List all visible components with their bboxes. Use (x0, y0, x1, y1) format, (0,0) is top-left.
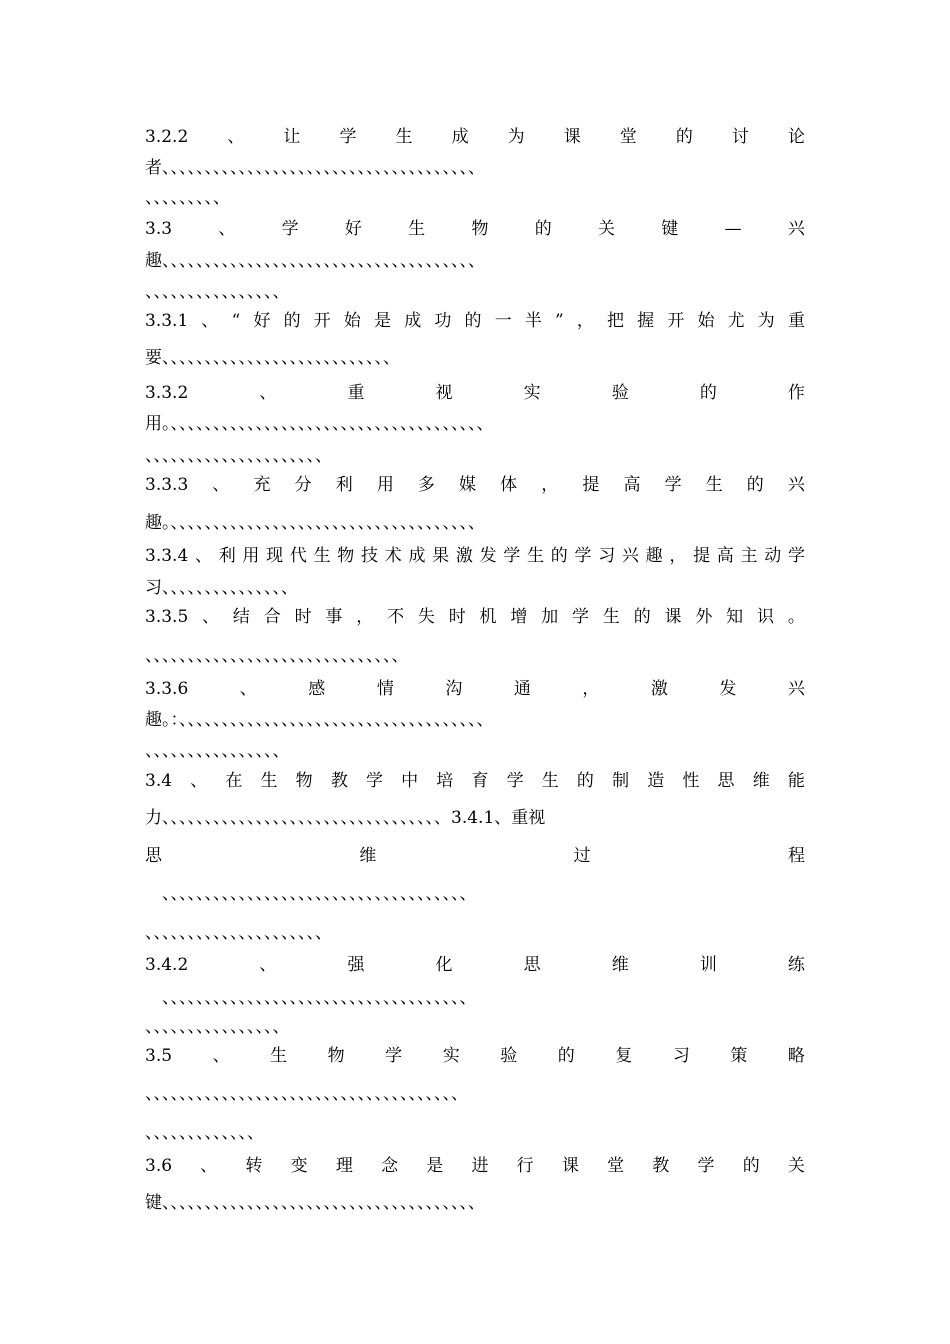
toc-heading-token: 术 (384, 546, 402, 566)
toc-leader-line: 键、、、、、、、、、、、、、、、、、、、、、、、、、、、、、、、、、、、、、 (145, 1193, 485, 1213)
toc-heading-token: 实 (442, 1046, 460, 1066)
toc-leader-line: 、、、、、、、、、、、、、、、、 (145, 282, 290, 302)
toc-heading-line (145, 844, 805, 868)
toc-heading-token: 略 (787, 1046, 805, 1066)
toc-heading-token: 习 (598, 546, 616, 566)
toc-heading-token: 3.3.2 (145, 383, 189, 403)
toc-heading-token: 3.3 (145, 219, 173, 239)
toc-heading-token: 在 (225, 771, 243, 791)
toc-leader-line: 、、、、、、、、、、、、、、、、、、、、、、、、、、、、、、 (145, 646, 409, 666)
toc-heading-token: 开 (667, 311, 685, 331)
toc-heading-token: 兴 (787, 219, 805, 239)
toc-heading-token: 一 (494, 311, 512, 331)
toc-heading-token: ， (576, 311, 594, 331)
toc-heading-token: 开 (313, 311, 331, 331)
toc-heading-token: 沟 (445, 679, 463, 699)
toc-heading-token: 高 (716, 546, 734, 566)
toc-leader-line: 用。、、、、、、、、、、、、、、、、、、、、、、、、、、、、、、、、、、、、、 (145, 414, 494, 434)
toc-heading-token: 维 (611, 955, 629, 975)
toc-heading-token: 兴 (621, 546, 639, 566)
toc-heading-token: 现 (266, 546, 284, 566)
toc-heading-token: 视 (435, 383, 453, 403)
toc-heading-line (145, 381, 805, 405)
toc-heading-token: 3.4.2 (145, 955, 189, 975)
toc-heading-token: 生 (408, 219, 426, 239)
toc-heading-token: ， (669, 546, 687, 566)
toc-heading-token: 键 (661, 219, 679, 239)
toc-heading-token: 、 (227, 127, 245, 147)
toc-heading-token: 3.3.1 (145, 311, 189, 331)
toc-heading-token: 、 (201, 311, 219, 331)
toc-heading-token: 学 (572, 607, 590, 627)
toc-heading-token: 果 (432, 546, 450, 566)
toc-heading-token: 提 (693, 546, 711, 566)
toc-heading-token: 好 (344, 219, 362, 239)
toc-heading-token: 生 (602, 607, 620, 627)
toc-heading-line (145, 125, 805, 149)
toc-heading-token: 学 (664, 475, 682, 495)
toc-heading-token: 生 (527, 546, 545, 566)
toc-leader-line: 、、、、、、、、、、、、、、、、、、、、、、、、、、、、、、、、、、、、 (145, 988, 477, 1008)
toc-heading-token: ， (541, 475, 559, 495)
toc-heading-token: 学 (339, 127, 357, 147)
toc-heading-token: 始 (697, 311, 715, 331)
toc-leader-line: 、、、、、、、、、 (145, 188, 230, 208)
toc-heading-token: 利 (218, 546, 236, 566)
toc-heading-token: “ (231, 311, 241, 331)
toc-heading-token: 性 (682, 771, 700, 791)
toc-heading-token: 分 (294, 475, 312, 495)
toc-heading-token: 学 (787, 546, 805, 566)
toc-heading-token: 发 (479, 546, 497, 566)
toc-heading-token: 念 (381, 1156, 399, 1176)
toc-heading-token: 生 (541, 771, 559, 791)
toc-heading-token: 、 (239, 679, 257, 699)
toc-heading-token: 是 (426, 1156, 444, 1176)
toc-heading-token: 3.5 (145, 1046, 173, 1066)
toc-heading-token: 讨 (731, 127, 749, 147)
toc-heading-token: 的 (699, 383, 717, 403)
toc-heading-line (145, 769, 805, 793)
toc-heading-token: 作 (787, 383, 805, 403)
toc-heading-token: 充 (253, 475, 271, 495)
toc-leader-line: 、、、、、、、、、、、、、、、、 (145, 741, 290, 761)
toc-leader-line: 、、、、、、、、、、、、、、、、、、、、、、、、、、、、、、、、、、、、、 (145, 1084, 468, 1104)
toc-heading-token: 是 (374, 311, 392, 331)
toc-leader-line: 、、、、、、、、、、、、、、、、、、、、、、、、、、、、、、、、、、、、 (145, 884, 477, 904)
toc-heading-token: 、 (259, 383, 277, 403)
toc-heading-token: 把 (607, 311, 625, 331)
toc-heading-token: 的 (464, 311, 482, 331)
toc-heading-token: 激 (650, 679, 668, 699)
toc-heading-token: 思 (523, 955, 541, 975)
toc-heading-token: 3.3.4 (145, 546, 189, 566)
toc-heading-token: 、 (212, 475, 230, 495)
toc-heading-token: 3.4 (145, 771, 173, 791)
toc-heading-token: 关 (598, 219, 616, 239)
toc-heading-token: 生 (270, 1046, 288, 1066)
toc-leader-line: 者、、、、、、、、、、、、、、、、、、、、、、、、、、、、、、、、、、、、、 (145, 158, 485, 178)
toc-heading-token: 体 (500, 475, 518, 495)
toc-heading-token: 外 (695, 607, 713, 627)
toc-heading-token: 通 (513, 679, 531, 699)
toc-heading-token: 趣 (645, 546, 663, 566)
toc-heading-token: 加 (541, 607, 559, 627)
toc-heading-line (145, 473, 805, 497)
toc-heading-token: 动 (764, 546, 782, 566)
toc-heading-token: 验 (500, 1046, 518, 1066)
toc-heading-token: 关 (787, 1156, 805, 1176)
toc-heading-token: 的 (633, 607, 651, 627)
toc-heading-token: 物 (295, 771, 313, 791)
toc-heading-token: 3.3.3 (145, 475, 189, 495)
toc-heading-token: 情 (376, 679, 394, 699)
toc-heading-token: 行 (516, 1156, 534, 1176)
toc-heading-token: 发 (719, 679, 737, 699)
toc-heading-token: 的 (746, 475, 764, 495)
toc-leader-line: 习、、、、、、、、、、、、、、、 (145, 578, 298, 598)
toc-heading-token: 成 (404, 311, 422, 331)
toc-heading-token: 造 (647, 771, 665, 791)
toc-heading-token: 的 (675, 127, 693, 147)
toc-heading-token: 课 (563, 127, 581, 147)
toc-heading-token: 生 (313, 546, 331, 566)
toc-heading-token: 、 (194, 546, 212, 566)
toc-heading-token: ” (555, 311, 564, 331)
toc-heading-token: 课 (561, 1156, 579, 1176)
toc-heading-line (145, 953, 805, 977)
toc-heading-token: 高 (623, 475, 641, 495)
toc-heading-token: 学 (503, 546, 521, 566)
toc-heading-token: 习 (672, 1046, 690, 1066)
toc-heading-token: 为 (757, 311, 775, 331)
toc-heading-token: 生 (260, 771, 278, 791)
toc-heading-token: 结 (232, 607, 250, 627)
toc-heading-token: — (724, 219, 742, 239)
toc-heading-token: 3.3.5 (145, 607, 189, 627)
toc-leader-line: 力、、、、、、、、、、、、、、、、、、、、、、、、、、、、、、、、、3.4.1、重视 (145, 808, 546, 828)
toc-heading-token: 学 (365, 771, 383, 791)
toc-heading-token: 论 (787, 127, 805, 147)
toc-leader-line: 、、、、、、、、、、、、、、、、、、、、、 (145, 923, 332, 943)
toc-heading-token: 物 (471, 219, 489, 239)
toc-heading-token: ， (356, 607, 374, 627)
toc-heading-token: 时 (448, 607, 466, 627)
toc-heading-token: 的 (557, 1046, 575, 1066)
toc-leader-line: 、、、、、、、、、、、、、、、、、、、、、 (145, 446, 332, 466)
toc-heading-token: 时 (294, 607, 312, 627)
toc-heading-token: 中 (401, 771, 419, 791)
toc-heading-token: 尤 (727, 311, 745, 331)
toc-heading-token: 提 (582, 475, 600, 495)
toc-heading-token: 用 (242, 546, 260, 566)
toc-heading-token: 成 (451, 127, 469, 147)
toc-heading-token: 思 (717, 771, 735, 791)
toc-leader-line: 趣。：、、、、、、、、、、、、、、、、、、、、、、、、、、、、、、、、、、、、 (145, 710, 494, 730)
toc-heading-token: ， (582, 679, 600, 699)
toc-leader-line: 趣、、、、、、、、、、、、、、、、、、、、、、、、、、、、、、、、、、、、、 (145, 251, 485, 271)
toc-heading-token: 思 (145, 846, 162, 866)
toc-heading-line (145, 217, 805, 241)
toc-heading-token: 的 (283, 311, 301, 331)
toc-heading-token: 生 (395, 127, 413, 147)
toc-heading-token: 转 (245, 1156, 263, 1176)
toc-heading-token: 技 (361, 546, 379, 566)
toc-heading-token: 的 (576, 771, 594, 791)
toc-heading-token: 功 (434, 311, 452, 331)
toc-heading-token: 维 (752, 771, 770, 791)
toc-heading-line (145, 1044, 805, 1068)
toc-leader-line: 、、、、、、、、、、、、、 (145, 1123, 264, 1143)
toc-heading-token: 让 (283, 127, 301, 147)
toc-heading-token: 成 (408, 546, 426, 566)
toc-heading-token: 、 (218, 219, 236, 239)
toc-heading-line (145, 544, 805, 568)
toc-heading-token: 验 (611, 383, 629, 403)
toc-heading-token: 策 (730, 1046, 748, 1066)
toc-heading-token: 实 (523, 383, 541, 403)
toc-heading-line (145, 677, 805, 701)
toc-heading-token: 机 (479, 607, 497, 627)
toc-heading-token: 重 (347, 383, 365, 403)
toc-heading-token: 。 (787, 607, 805, 627)
toc-heading-token: 感 (308, 679, 326, 699)
toc-heading-token: 课 (664, 607, 682, 627)
toc-heading-token: 程 (787, 846, 805, 866)
toc-heading-token: 进 (471, 1156, 489, 1176)
toc-heading-token: 兴 (787, 475, 805, 495)
toc-heading-token: 堂 (607, 1156, 625, 1176)
toc-heading-token: 知 (726, 607, 744, 627)
toc-heading-token: 用 (376, 475, 394, 495)
toc-leader-line: 趣。、、、、、、、、、、、、、、、、、、、、、、、、、、、、、、、、、、、、 (145, 513, 485, 533)
toc-heading-token: 激 (455, 546, 473, 566)
toc-heading-token: 训 (699, 955, 717, 975)
toc-heading-token: 失 (417, 607, 435, 627)
toc-heading-token: 、 (259, 955, 277, 975)
toc-heading-token: 育 (471, 771, 489, 791)
toc-heading-token: 复 (615, 1046, 633, 1066)
toc-leader-line: 要、、、、、、、、、、、、、、、、、、、、、、、、、、、 (145, 348, 400, 368)
toc-heading-token: 强 (347, 955, 365, 975)
toc-heading-token: 学 (574, 546, 592, 566)
toc-heading-token: 的 (550, 546, 568, 566)
toc-heading-token: 利 (335, 475, 353, 495)
toc-heading-token: 堂 (619, 127, 637, 147)
toc-heading-token: 识 (757, 607, 774, 627)
toc-heading-token: 培 (436, 771, 454, 791)
toc-heading-token: 教 (652, 1156, 670, 1176)
toc-heading-token: 3.6 (145, 1156, 173, 1176)
toc-heading-token: 维 (359, 846, 377, 866)
toc-heading-token: 物 (337, 546, 355, 566)
toc-heading-token: 制 (612, 771, 630, 791)
toc-heading-token: 媒 (459, 475, 477, 495)
toc-heading-token: 增 (510, 607, 528, 627)
toc-heading-token: 的 (534, 219, 552, 239)
toc-heading-token: 事 (325, 607, 343, 627)
toc-heading-token: 理 (335, 1156, 353, 1176)
toc-heading-token: 3.2.2 (145, 127, 189, 147)
toc-heading-line (145, 605, 805, 629)
toc-heading-token: 学 (506, 771, 524, 791)
toc-heading-token: 兴 (787, 679, 805, 699)
toc-heading-token: 学 (697, 1156, 715, 1176)
toc-heading-token: 多 (417, 475, 435, 495)
toc-heading-token: 练 (787, 955, 805, 975)
toc-heading-token: 、 (202, 607, 220, 627)
toc-leader-line: 、、、、、、、、、、、、、、、、 (145, 1017, 290, 1037)
toc-heading-token: 好 (253, 311, 271, 331)
toc-heading-token: 、 (200, 1156, 218, 1176)
toc-heading-token: 主 (740, 546, 758, 566)
toc-heading-token: 的 (742, 1156, 760, 1176)
toc-heading-line (145, 309, 805, 333)
toc-heading-token: 始 (343, 311, 361, 331)
toc-heading-token: 3.3.6 (145, 679, 189, 699)
toc-heading-token: 、 (190, 771, 208, 791)
toc-heading-token: 学 (281, 219, 299, 239)
toc-heading-token: 学 (385, 1046, 403, 1066)
toc-heading-token: 物 (327, 1046, 345, 1066)
toc-heading-token: 半 (524, 311, 542, 331)
toc-heading-token: 化 (435, 955, 453, 975)
toc-heading-token: 重 (787, 311, 805, 331)
toc-heading-token: 过 (573, 846, 591, 866)
toc-heading-token: 为 (507, 127, 525, 147)
toc-heading-token: 握 (637, 311, 655, 331)
toc-heading-token: 教 (330, 771, 348, 791)
toc-heading-token: 代 (289, 546, 307, 566)
toc-heading-token: 生 (705, 475, 723, 495)
toc-heading-token: 合 (263, 607, 281, 627)
toc-heading-token: 不 (387, 607, 405, 627)
toc-heading-token: 能 (787, 771, 805, 791)
toc-heading-token: 变 (290, 1156, 308, 1176)
toc-heading-line (145, 1154, 805, 1178)
toc-heading-token: 、 (212, 1046, 230, 1066)
